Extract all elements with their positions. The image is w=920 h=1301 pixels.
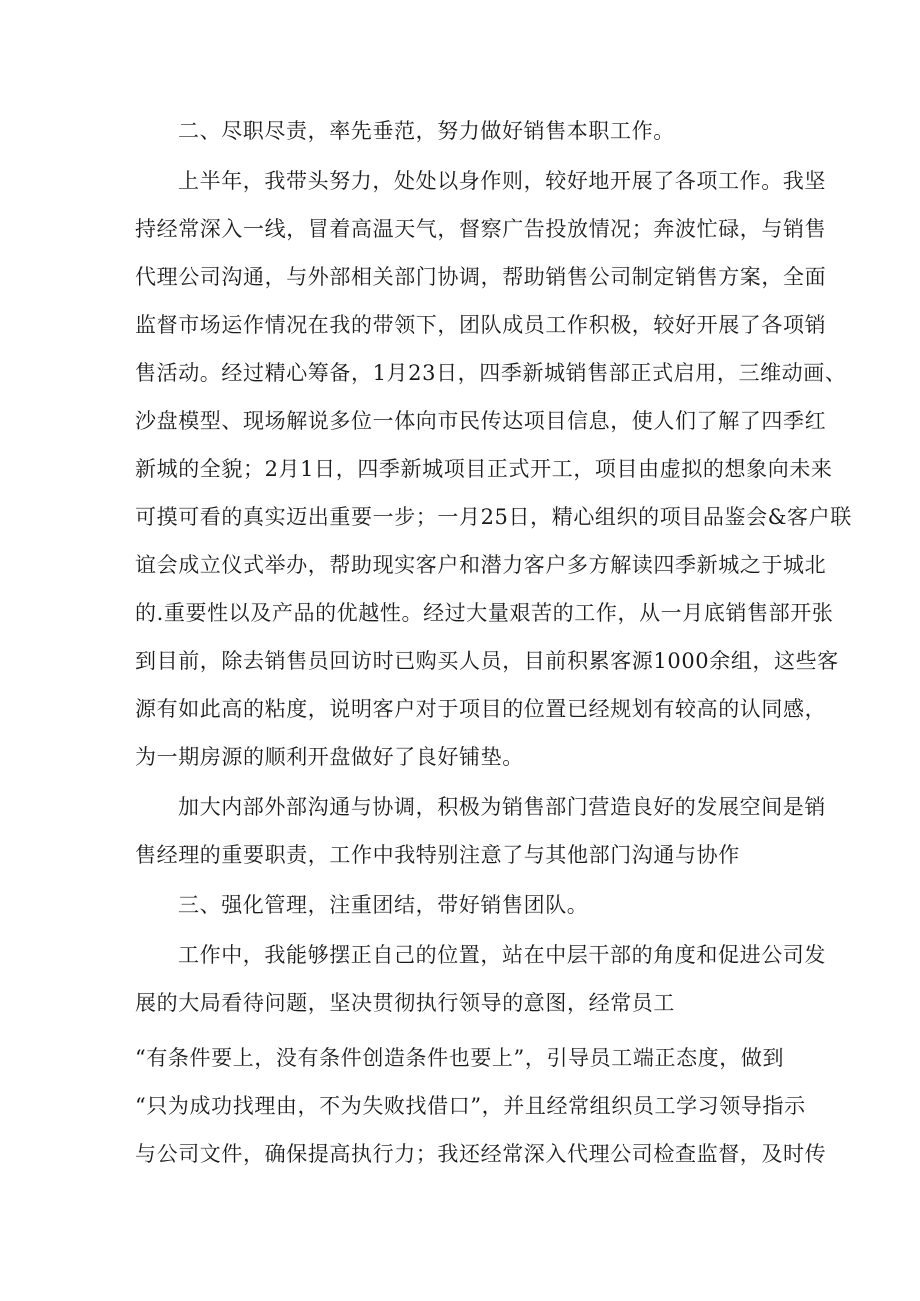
paragraph-line: 上半年，我带头努力，处处以身作则，较好地开展了各项工作。我坚	[178, 169, 826, 193]
paragraph-line: 监督市场运作情况在我的带领下，团队成员工作积极，较好开展了各项销	[135, 313, 827, 337]
paragraph-line: 的.重要性以及产品的优越性。经过大量艰苦的工作，从一月底销售部开张	[135, 601, 834, 625]
paragraph-line: 可摸可看的真实迈出重要一步；一月25日，精心组织的项目品鉴会&客户联	[135, 505, 852, 529]
paragraph-line: 售经理的重要职责，工作中我特别注意了与其他部门沟通与协作	[135, 843, 740, 867]
paragraph-line: 工作中，我能够摆正自己的位置，站在中层干部的角度和促进公司发	[178, 943, 826, 967]
paragraph-line: 持经常深入一线，冒着高温天气，督察广告投放情况；奔波忙碌，与销售	[135, 217, 827, 241]
paragraph-line: 售活动。经过精心筹备，1月23日，四季新城销售部正式启用，三维动画、	[135, 361, 847, 385]
paragraph-line: 与公司文件，确保提高执行力；我还经常深入代理公司检查监督，及时传	[135, 1142, 827, 1166]
paragraph-line: 源有如此高的粘度，说明客户对于项目的位置已经规划有较高的认同感，	[135, 697, 827, 721]
paragraph-line: 展的大局看待问题，坚决贯彻执行领导的意图，经常员工	[135, 991, 675, 1015]
paragraph-line: “有条件要上，没有条件创造条件也要上”，引导员工端正态度，做到	[135, 1046, 785, 1070]
paragraph-line: 为一期房源的顺利开盘做好了良好铺垫。	[135, 745, 524, 769]
paragraph-line: 沙盘模型、现场解说多位一体向市民传达项目信息，使人们了解了四季红	[135, 409, 827, 433]
section-heading-3: 三、强化管理，注重团结，带好销售团队。	[178, 893, 589, 917]
paragraph-line: 加大内部外部沟通与协调，积极为销售部门营造良好的发展空间是销	[178, 795, 826, 819]
paragraph-line: 到目前，除去销售员回访时已购买人员，目前积累客源1000余组，这些客	[135, 649, 839, 673]
paragraph-line: “只为成功找理由，不为失败找借口”，并且经常组织员工学习领导指示	[135, 1094, 806, 1118]
paragraph-line: 新城的全貌；2月1日，四季新城项目正式开工，项目由虚拟的想象向未来	[135, 457, 833, 481]
paragraph-line: 谊会成立仪式举办，帮助现实客户和潜力客户多方解读四季新城之于城北	[135, 553, 827, 577]
section-heading-2: 二、尽职尽责，率先垂范，努力做好销售本职工作。	[178, 119, 675, 143]
paragraph-line: 代理公司沟通，与外部相关部门协调，帮助销售公司制定销售方案，全面	[135, 265, 827, 289]
